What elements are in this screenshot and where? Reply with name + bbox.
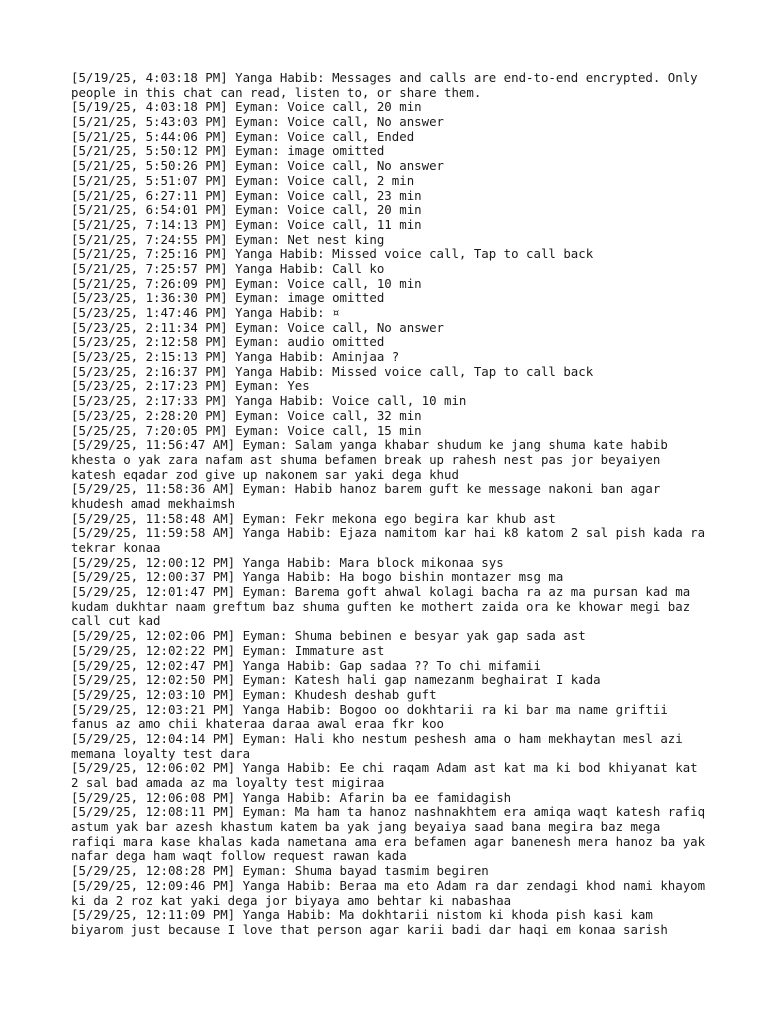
chat-message: [5/25/25, 7:20:05 PM] Eyman: Voice call, 15 min (71, 422, 422, 438)
chat-message: [5/29/25, 12:06:08 PM] Yanga Habib: Afarin ba ee famidagish (71, 789, 512, 805)
chat-message: [5/29/25, 12:03:21 PM] Yanga Habib: Bogoo oo dokhtarii ra ki bar ma name griftii fanus az amo chii khateraa daraa awal eraa fkr koo (71, 701, 676, 732)
chat-message: [5/29/25, 12:06:02 PM] Yanga Habib: Ee chi raqam Adam ast kat ma ki bod khiyanat kat 2 sal bad amada az ma loyalty test migiraa (71, 760, 706, 790)
chat-message: [5/21/25, 7:25:16 PM] Yanga Habib: Missed voice call, Tap to call back (71, 246, 594, 262)
chat-message: [5/29/25, 12:09:46 PM] Yanga Habib: Beraa ma eto Adam ra dar zendagi khod nami khayom ki da 2 roz kat yaki dega jor biyaya amo behtar ki nabashaa (71, 877, 713, 908)
chat-message: [5/21/25, 5:44:06 PM] Eyman: Voice call, Ended (71, 128, 415, 144)
chat-message: [5/21/25, 7:24:55 PM] Eyman: Net nest king (71, 231, 385, 247)
chat-message: [5/21/25, 7:25:57 PM] Yanga Habib: Call ko (71, 260, 385, 276)
chat-message: [5/19/25, 4:03:18 PM] Yanga Habib: Messages and calls are end-to-end encrypted. Only people in this chat can read, listen to, or share them. (71, 70, 706, 100)
chat-message: [5/21/25, 5:50:26 PM] Eyman: Voice call, No answer (71, 158, 444, 174)
chat-message: [5/29/25, 12:02:50 PM] Eyman: Katesh hali gap namezanm beghairat I kada (71, 672, 601, 688)
chat-message: [5/23/25, 2:28:20 PM] Eyman: Voice call, 32 min (71, 407, 422, 423)
chat-message: [5/23/25, 2:17:23 PM] Eyman: Yes (71, 378, 310, 394)
chat-message: [5/29/25, 12:02:47 PM] Yanga Habib: Gap sadaa ?? To chi mifamii (71, 657, 541, 673)
chat-message: [5/23/25, 2:17:33 PM] Yanga Habib: Voice call, 10 min (71, 393, 467, 409)
chat-message: [5/23/25, 2:12:58 PM] Eyman: audio omitted (71, 334, 385, 350)
chat-message: [5/29/25, 12:00:12 PM] Yanga Habib: Mara block mikonaa sys (71, 554, 504, 570)
chat-message: [5/21/25, 6:27:11 PM] Eyman: Voice call, 23 min (71, 187, 422, 203)
chat-message: [5/23/25, 1:47:46 PM] Yanga Habib: ¤ (71, 305, 340, 320)
chat-message: [5/29/25, 12:02:22 PM] Eyman: Immature ast (71, 642, 385, 658)
chat-message: [5/19/25, 4:03:18 PM] Eyman: Voice call, 20 min (71, 99, 422, 115)
chat-message: [5/23/25, 2:15:13 PM] Yanga Habib: Aminjaa ? (71, 349, 400, 365)
chat-message: [5/21/25, 5:50:12 PM] Eyman: image omitted (71, 143, 385, 159)
chat-message: [5/21/25, 7:26:09 PM] Eyman: Voice call, 10 min (71, 275, 422, 291)
chat-message: [5/21/25, 6:54:01 PM] Eyman: Voice call, 20 min (71, 202, 422, 218)
chat-message: [5/21/25, 7:14:13 PM] Eyman: Voice call, 11 min (71, 216, 422, 232)
chat-message: [5/29/25, 12:04:14 PM] Eyman: Hali kho nestum peshesh ama o ham mekhaytan mesl azi memana loyalty test dara (71, 730, 691, 761)
chat-message: [5/21/25, 5:51:07 PM] Eyman: Voice call, 2 min (71, 172, 415, 188)
chat-message: [5/29/25, 12:02:06 PM] Eyman: Shuma bebinen e besyar yak gap sada ast (71, 628, 586, 644)
chat-message: [5/29/25, 11:59:58 AM] Yanga Habib: Ejaza namitom kar hai k8 katom 2 sal pish kada ra tekrar konaa (71, 525, 713, 555)
chat-transcript (71, 71, 711, 938)
chat-message: [5/29/25, 12:01:47 PM] Eyman: Barema goft ahwal kolagi bacha ra az ma pursan kad ma kudam dukhtar naam greftum baz shuma guften ke mothert zaida ora ke khowar megi baz call cut kad (71, 584, 698, 629)
chat-message: [5/21/25, 5:43:03 PM] Eyman: Voice call, No answer (71, 114, 444, 130)
chat-message: [5/29/25, 12:03:10 PM] Eyman: Khudesh deshab guft (71, 686, 437, 702)
chat-message: [5/29/25, 11:58:48 AM] Eyman: Fekr mekona ego begira kar khub ast (71, 510, 556, 526)
chat-message: [5/23/25, 1:36:30 PM] Eyman: image omitted (71, 290, 385, 306)
chat-message: [5/29/25, 12:11:09 PM] Yanga Habib: Ma dokhtarii nistom ki khoda pish kasi kam biyarom just because I love that person agar karii badi dar haqi em konaa sarish (71, 907, 668, 937)
chat-message: [5/23/25, 2:16:37 PM] Yanga Habib: Missed voice call, Tap to call back (71, 363, 594, 379)
chat-message: [5/29/25, 12:08:28 PM] Eyman: Shuma bayad tasmim begiren (71, 863, 489, 879)
chat-message: [5/29/25, 11:56:47 AM] Eyman: Salam yanga khabar shudum ke jang shuma kate habib khesta o yak zara nafam ast shuma befamen break up rahesh nest pas jor beyaiyen katesh eqadar zod give up nakonem sar yaki dega khud (71, 437, 676, 482)
chat-message: [5/23/25, 2:11:34 PM] Eyman: Voice call, No answer (71, 319, 444, 335)
chat-message: [5/29/25, 12:08:11 PM] Eyman: Ma ham ta hanoz nashnakhtem era amiqa waqt katesh rafiq astum yak bar azesh khastum katem ba yak jang beyaiya saad bana megira baz mega rafiqi mara kase khalas kada nametana ama era befamen agar banenesh mera hanoz ba yak nafar dega ham waqt follow request rawan kada (71, 804, 713, 864)
chat-message: [5/29/25, 12:00:37 PM] Yanga Habib: Ha bogo bishin montazer msg ma (71, 569, 564, 585)
chat-message: [5/29/25, 11:58:36 AM] Eyman: Habib hanoz barem guft ke message nakoni ban agar khudesh amad mekhaimsh (71, 481, 668, 511)
